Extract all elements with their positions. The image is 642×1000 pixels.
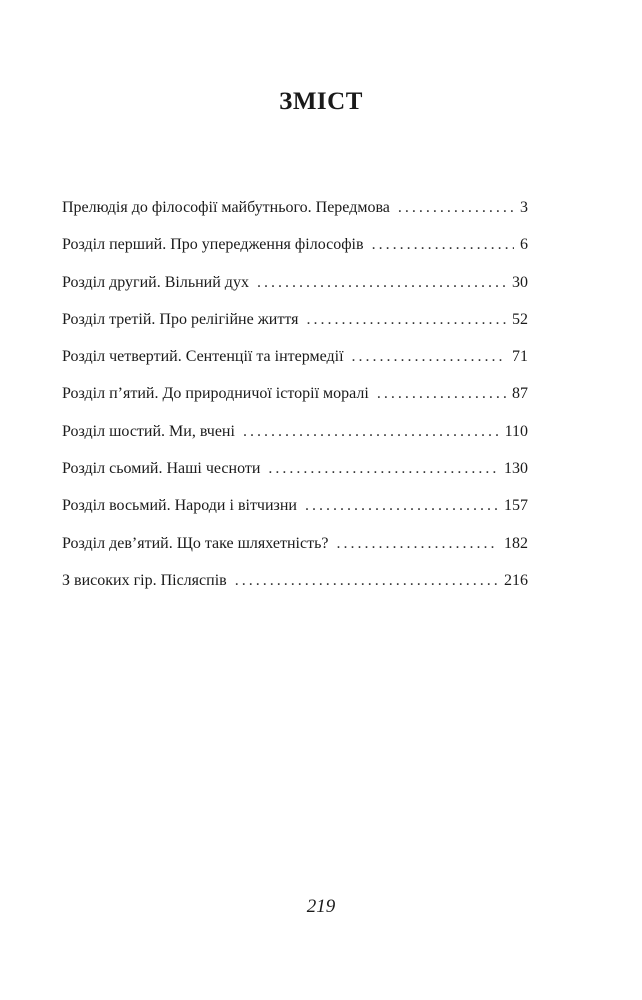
toc-entry-title: Розділ шостий. Ми, вчені	[62, 422, 235, 440]
toc-entry-page: 130	[504, 460, 528, 478]
table-of-contents	[62, 198, 528, 608]
toc-entry	[62, 310, 528, 347]
toc-entry-page: 52	[512, 310, 528, 328]
toc-dot-leader	[352, 347, 506, 367]
toc-entry-page: 157	[504, 497, 528, 515]
toc-dot-leader	[268, 459, 498, 479]
toc-dot-leader	[305, 496, 498, 516]
toc-entry-title: Розділ восьмий. Народи і вітчизни	[62, 497, 297, 515]
toc-dot-leader	[306, 310, 506, 330]
toc-dot-leader	[398, 198, 514, 218]
toc-entry-page: 71	[512, 348, 528, 366]
page-title: ЗМІСТ	[279, 88, 363, 115]
toc-dot-leader	[257, 273, 506, 293]
toc-entry-page: 3	[520, 199, 528, 216]
toc-entry-title: Розділ третій. Про релігійне життя	[62, 310, 299, 328]
toc-dot-leader	[243, 422, 499, 442]
toc-entry	[62, 198, 528, 235]
toc-entry-page: 216	[504, 571, 528, 589]
toc-entry-title: Розділ п’ятий. До природничої історії моралі	[62, 385, 369, 403]
toc-entry-title: Розділ сьомий. Наші чесноти	[62, 460, 261, 478]
toc-entry	[62, 235, 528, 272]
toc-dot-leader	[377, 384, 506, 404]
toc-entry-title: Розділ четвертий. Сентенції та інтермедії	[62, 348, 344, 366]
toc-entry	[62, 571, 528, 608]
page-number: 219	[306, 896, 336, 917]
toc-entry	[62, 496, 528, 533]
toc-entry-title: Розділ другий. Вільний дух	[62, 273, 249, 291]
toc-entry-page: 6	[520, 236, 528, 254]
toc-entry-title: З високих гір. Післяспів	[62, 571, 227, 589]
toc-entry	[62, 384, 528, 421]
toc-entry-page: 30	[512, 273, 528, 291]
toc-entry-title: Прелюдія до філософії майбутнього. Передмова	[62, 199, 390, 216]
toc-entry	[62, 273, 528, 310]
toc-dot-leader	[372, 235, 514, 255]
toc-dot-leader	[336, 534, 498, 554]
toc-dot-leader	[235, 571, 498, 591]
toc-entry-page: 87	[512, 385, 528, 403]
toc-entry-page: 110	[504, 422, 528, 440]
toc-entry-title: Розділ перший. Про упередження філософів	[62, 236, 364, 254]
toc-entry	[62, 534, 528, 571]
toc-entry	[62, 422, 528, 459]
toc-entry-page: 182	[504, 534, 528, 552]
toc-entry-title: Розділ дев’ятий. Що таке шляхетність?	[62, 534, 329, 552]
toc-entry	[62, 459, 528, 496]
toc-entry	[62, 347, 528, 384]
